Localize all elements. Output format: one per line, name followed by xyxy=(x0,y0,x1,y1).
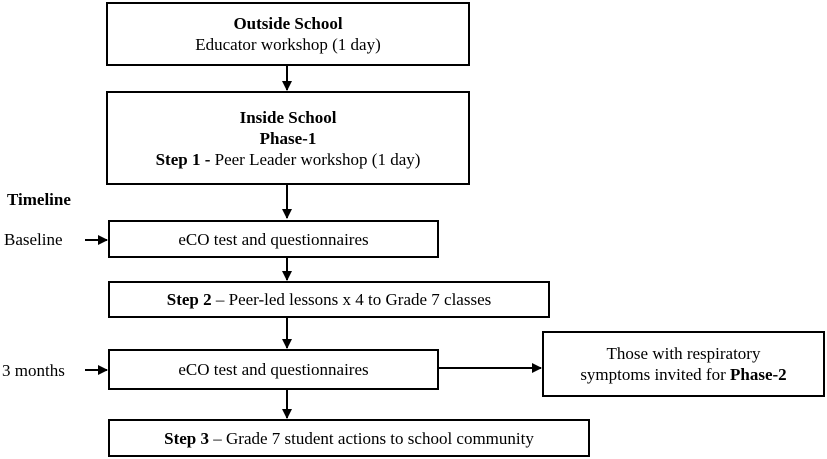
phase2-invite-box xyxy=(542,331,825,397)
inside-school-box xyxy=(106,91,470,185)
phase2-line2-prefix: symptoms invited for xyxy=(580,365,731,384)
step2-label: Step 2 xyxy=(166,290,212,309)
phase2-line1: Those with respiratory xyxy=(606,344,761,363)
step2-text: – Peer-led lessons x 4 to Grade 7 classes xyxy=(211,290,492,309)
eco-test-baseline-box xyxy=(108,220,439,258)
outside-school-text: Educator workshop (1 day) xyxy=(195,35,381,54)
step1-label: Step 1 - xyxy=(155,149,211,169)
outside-school-title: Outside School xyxy=(233,14,343,33)
phase2-bold: Phase-2 xyxy=(730,365,787,384)
step2-box xyxy=(108,281,550,318)
step1-line xyxy=(156,149,421,170)
step3-text: – Grade 7 student actions to school community xyxy=(209,428,534,448)
timeline-label: Timeline xyxy=(7,190,71,209)
step3-box xyxy=(108,419,590,457)
baseline-label: Baseline xyxy=(4,230,63,249)
phase2-line2 xyxy=(580,364,786,385)
phase1-label: Phase-1 xyxy=(259,128,317,148)
three-months-label: 3 months xyxy=(2,361,65,380)
step3-label: Step 3 xyxy=(164,428,210,448)
step3-line xyxy=(164,428,534,449)
eco-test-3months-text: eCO test and questionnaires xyxy=(178,360,369,379)
step2-line xyxy=(167,289,492,310)
step1-text: Peer Leader workshop (1 day) xyxy=(210,149,421,169)
inside-school-title: Inside School xyxy=(239,107,337,127)
outside-school-box xyxy=(106,2,470,66)
eco-test-3months-box xyxy=(108,349,439,390)
eco-test-baseline-text: eCO test and questionnaires xyxy=(178,229,369,249)
